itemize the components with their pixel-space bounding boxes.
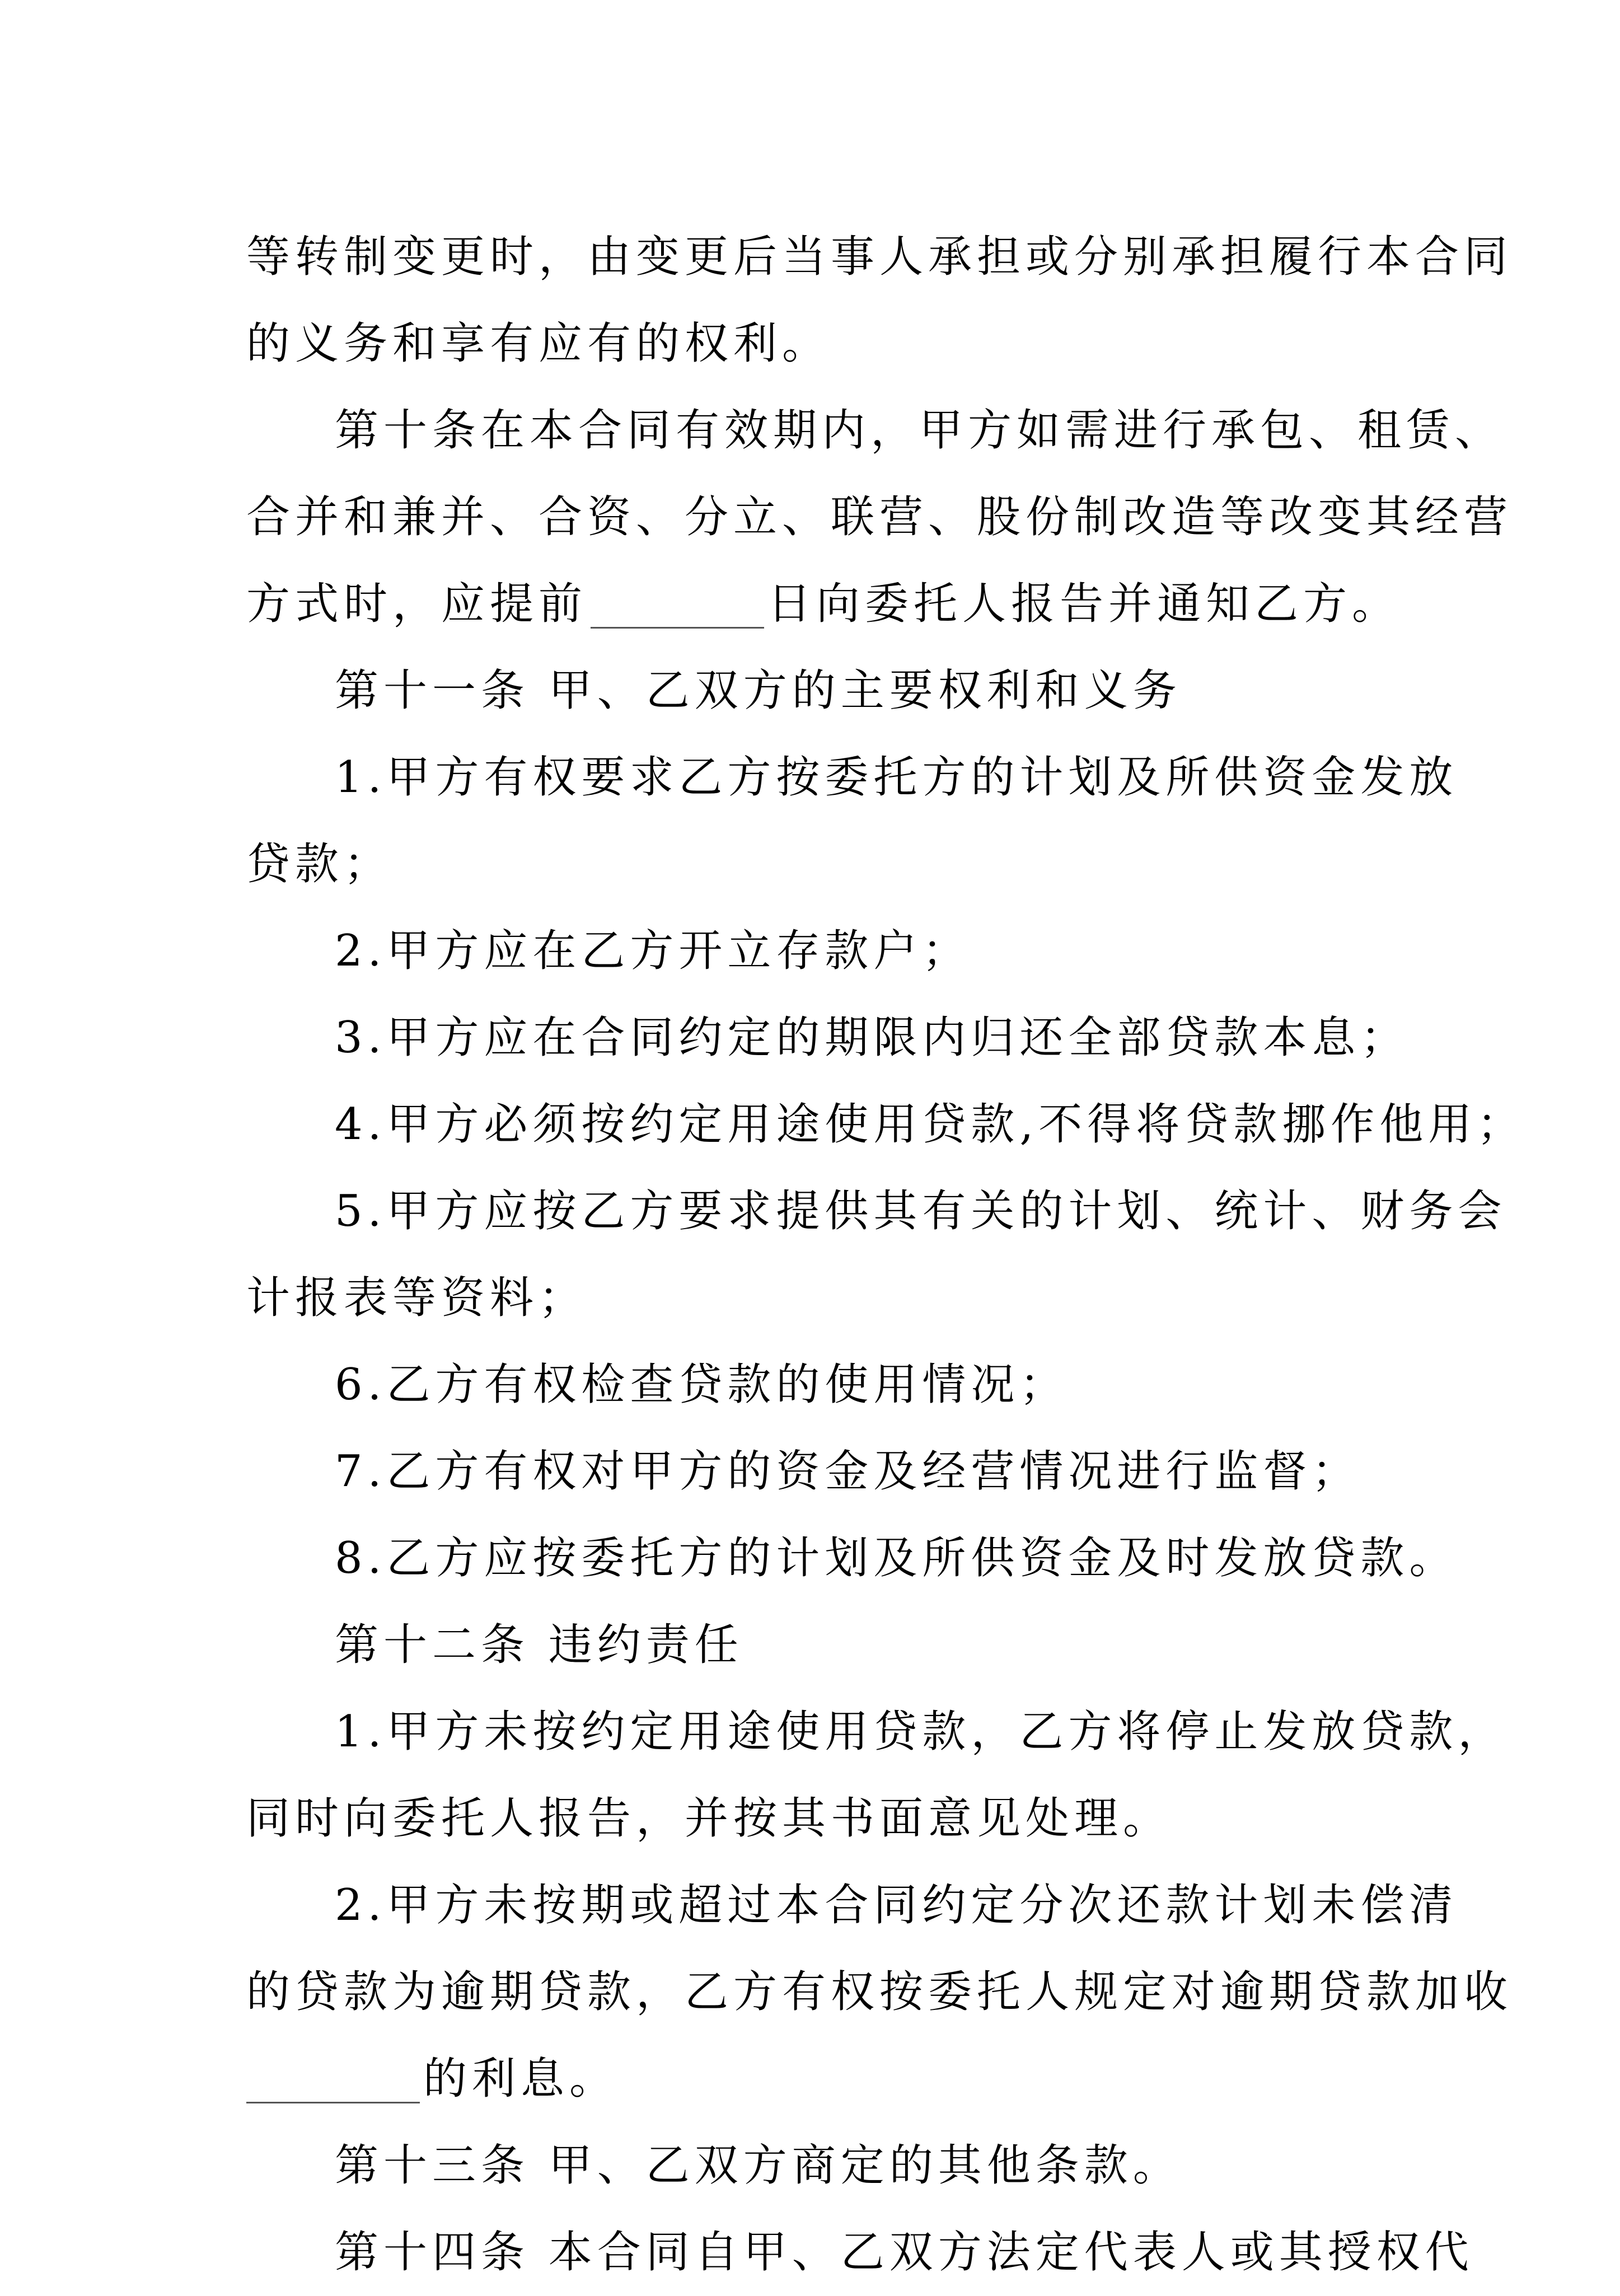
document-page (246, 214, 1526, 2296)
clause-item: 5.甲方应按乙方要求提供其有关的计划、统计、财务会 (335, 1186, 1507, 1236)
clause-item: 6.乙方有权检查贷款的使用情况； (335, 1360, 1069, 1410)
text-line-with-blank (246, 561, 1401, 648)
clause-item: 2.甲方应在乙方开立存款户； (335, 926, 971, 976)
text-line-with-blank (246, 2036, 1388, 2122)
clause-item: 1.甲方未按约定用途使用贷款，乙方将停止发放贷款， (335, 1707, 1507, 1757)
article-11-heading: 第十一条 甲、乙双方的主要权利和义务 (335, 666, 1182, 716)
clause-item: 3.甲方应在合同约定的期限内归还全部贷款本息； (335, 1013, 1410, 1063)
article-12-heading: 第十二条 违约责任 (335, 1620, 743, 1670)
text-line: 的义务和享有应有的权利。 (246, 318, 831, 369)
clause-item: 7.乙方有权对甲方的资金及经营情况进行监督； (335, 1446, 1361, 1497)
fill-in-blank-days (591, 571, 764, 629)
text-before-blank: 方式时，应提前 (246, 579, 588, 629)
text-line: 同时向委托人报告，并按其书面意见处理。 (246, 1793, 1172, 1844)
text-line: 等转制变更时，由变更后当事人承担或分别承担履行本合同 (246, 232, 1513, 282)
text-after-blank: 日向委托人报告并通知乙方。 (767, 579, 1401, 629)
text-line: 合并和兼并、合资、分立、联营、股份制改造等改变其经营 (246, 492, 1513, 542)
text-line: 计报表等资料； (246, 1273, 588, 1323)
text-after-blank: 的利息。 (423, 2054, 619, 2104)
clause-item: 2.甲方未按期或超过本合同约定分次还款计划未偿清 (335, 1880, 1458, 1930)
fill-in-blank-interest (246, 2046, 420, 2103)
article-14-heading: 第十四条 本合同自甲、乙双方法定代表人或其授权代 (335, 2227, 1474, 2278)
article-13-heading: 第十三条 甲、乙双方商定的其他条款。 (335, 2140, 1182, 2191)
article-10-line: 第十条在本合同有效期内，甲方如需进行承包、租赁、 (335, 405, 1504, 456)
text-line: 贷款； (246, 839, 393, 889)
clause-item: 1.甲方有权要求乙方按委托方的计划及所供资金发放 (335, 752, 1458, 803)
text-line: 的贷款为逾期贷款，乙方有权按委托人规定对逾期贷款加收 (246, 1967, 1513, 2017)
clause-item: 4.甲方必须按约定用途使用贷款,不得将贷款挪作他用； (335, 1099, 1526, 1150)
clause-item: 8.乙方应按委托方的计划及所供资金及时发放贷款。 (335, 1533, 1458, 1583)
